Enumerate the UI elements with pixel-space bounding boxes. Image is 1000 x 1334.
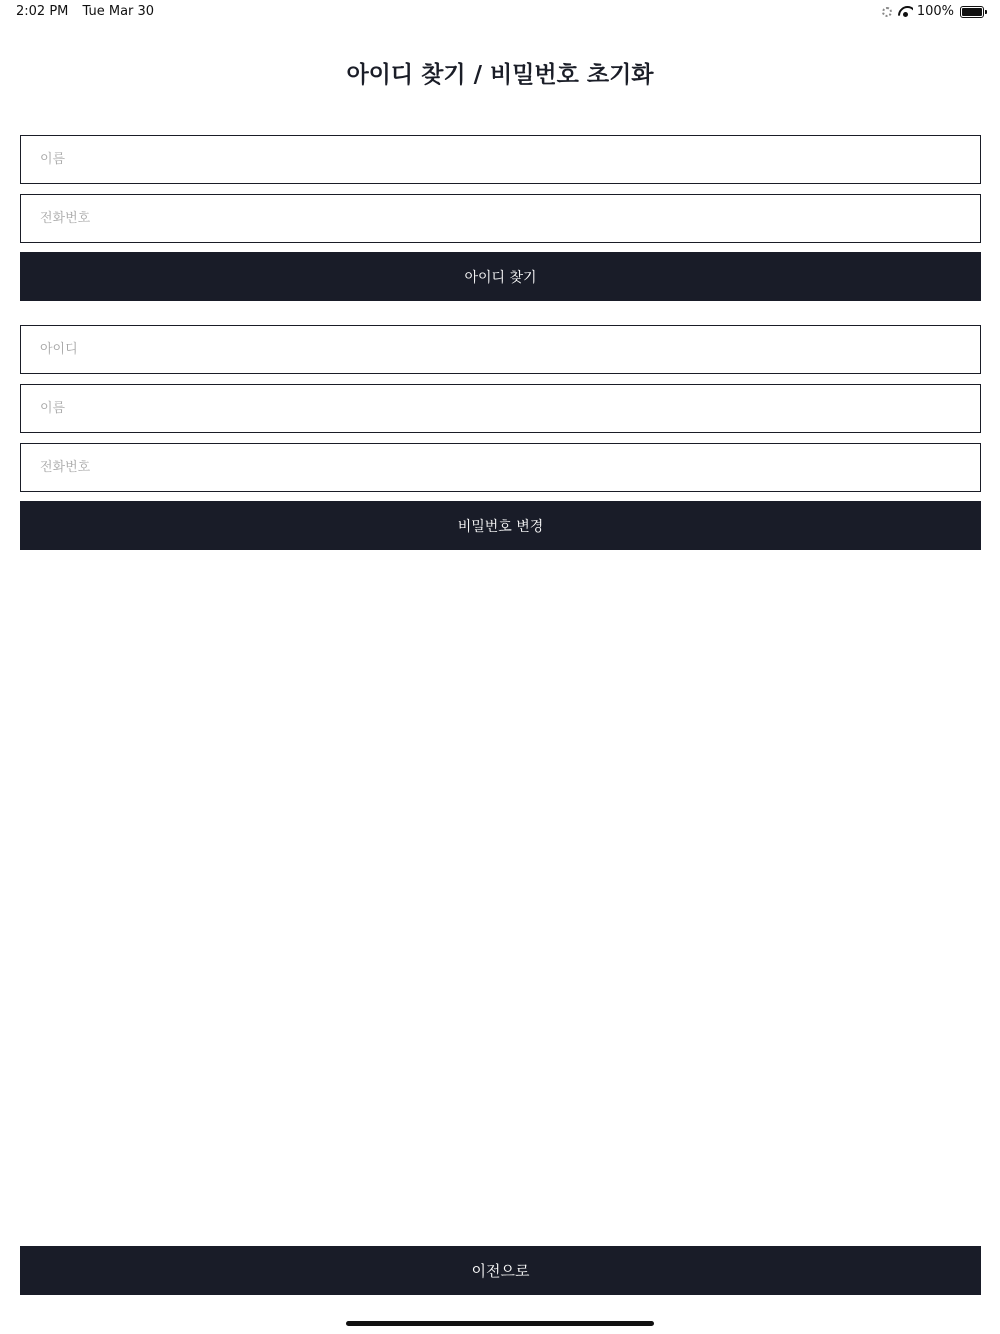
- reset-password-phone-input[interactable]: [20, 443, 981, 492]
- status-time: 2:02 PM: [16, 4, 69, 19]
- change-password-button[interactable]: 비밀번호 변경: [20, 501, 981, 550]
- status-bar: [0, 0, 1000, 24]
- find-id-name-input[interactable]: [20, 135, 981, 184]
- status-right: [882, 4, 984, 19]
- status-date: Tue Mar 30: [82, 4, 155, 19]
- home-indicator[interactable]: [346, 1321, 654, 1326]
- find-id-button[interactable]: 아이디 찾기: [20, 252, 981, 301]
- activity-icon: [882, 7, 892, 17]
- reset-password-id-input[interactable]: [20, 325, 981, 374]
- status-left: [16, 4, 164, 19]
- battery-percentage: 100%: [916, 4, 954, 19]
- battery-icon: [960, 6, 984, 18]
- wifi-icon: [898, 6, 913, 17]
- reset-password-name-input[interactable]: [20, 384, 981, 433]
- find-id-phone-input[interactable]: [20, 194, 981, 243]
- back-button[interactable]: 이전으로: [20, 1246, 981, 1295]
- page-title: 아이디 찾기 / 비밀번호 초기화: [346, 62, 654, 88]
